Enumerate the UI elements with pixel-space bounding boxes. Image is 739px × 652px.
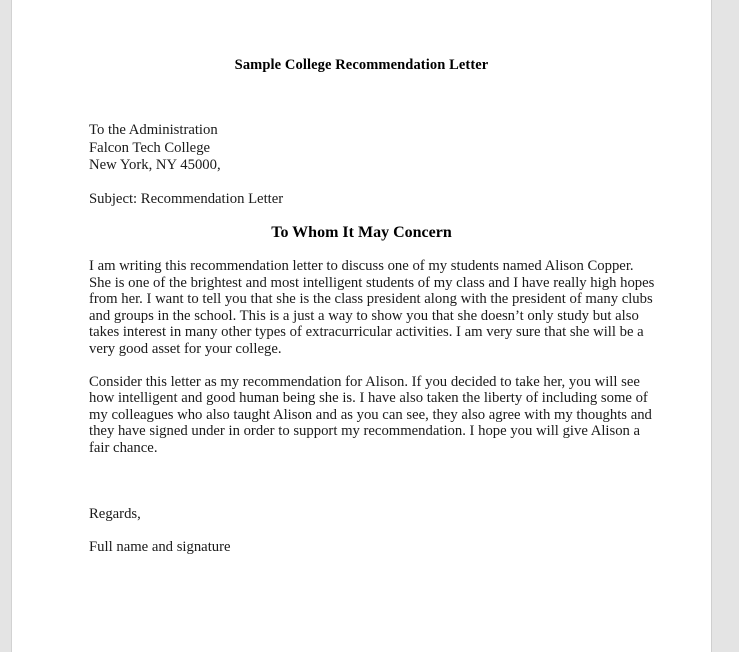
letter-body xyxy=(89,258,655,473)
subject-line: Subject: Recommendation Letter xyxy=(89,191,284,207)
letter-content xyxy=(12,0,711,652)
signature-placeholder: Full name and signature xyxy=(89,538,231,555)
letter-closing xyxy=(89,506,231,555)
body-paragraph: I am writing this recommendation letter to discuss one of my students named Alison Copper. She is one of the brightest and most intelligent students of my class and I have really high hopes from her. I want to tell you that she is the class president along with the president of many clubs and groups in the school. This is a just a way to show you that she doesn’t only study but also takes interest in many other types of extracurricular activities. I am very sure that she will be a very good asset for your college. xyxy=(89,258,655,357)
recipient-address-block xyxy=(89,122,221,175)
recipient-address-line: To the Administration xyxy=(89,122,218,138)
salutation-heading: To Whom It May Concern xyxy=(271,224,452,241)
recipient-address-line: New York, NY 45000, xyxy=(89,157,221,173)
closing-regards: Regards, xyxy=(89,506,141,522)
letter-page xyxy=(11,0,712,652)
recipient-address-line: Falcon Tech College xyxy=(89,139,211,156)
body-paragraph: Consider this letter as my recommendation for Alison. If you decided to take her, you will see how intelligent and good human being she is. I have also taken the liberty of including some of my colleagues who also taught Alison and as you can see, they also agree with my thoughts and they have signed under in order to support my recommendation. I hope you will give Alison a fair chance. xyxy=(89,373,652,456)
page-title: Sample College Recommendation Letter xyxy=(234,57,489,73)
